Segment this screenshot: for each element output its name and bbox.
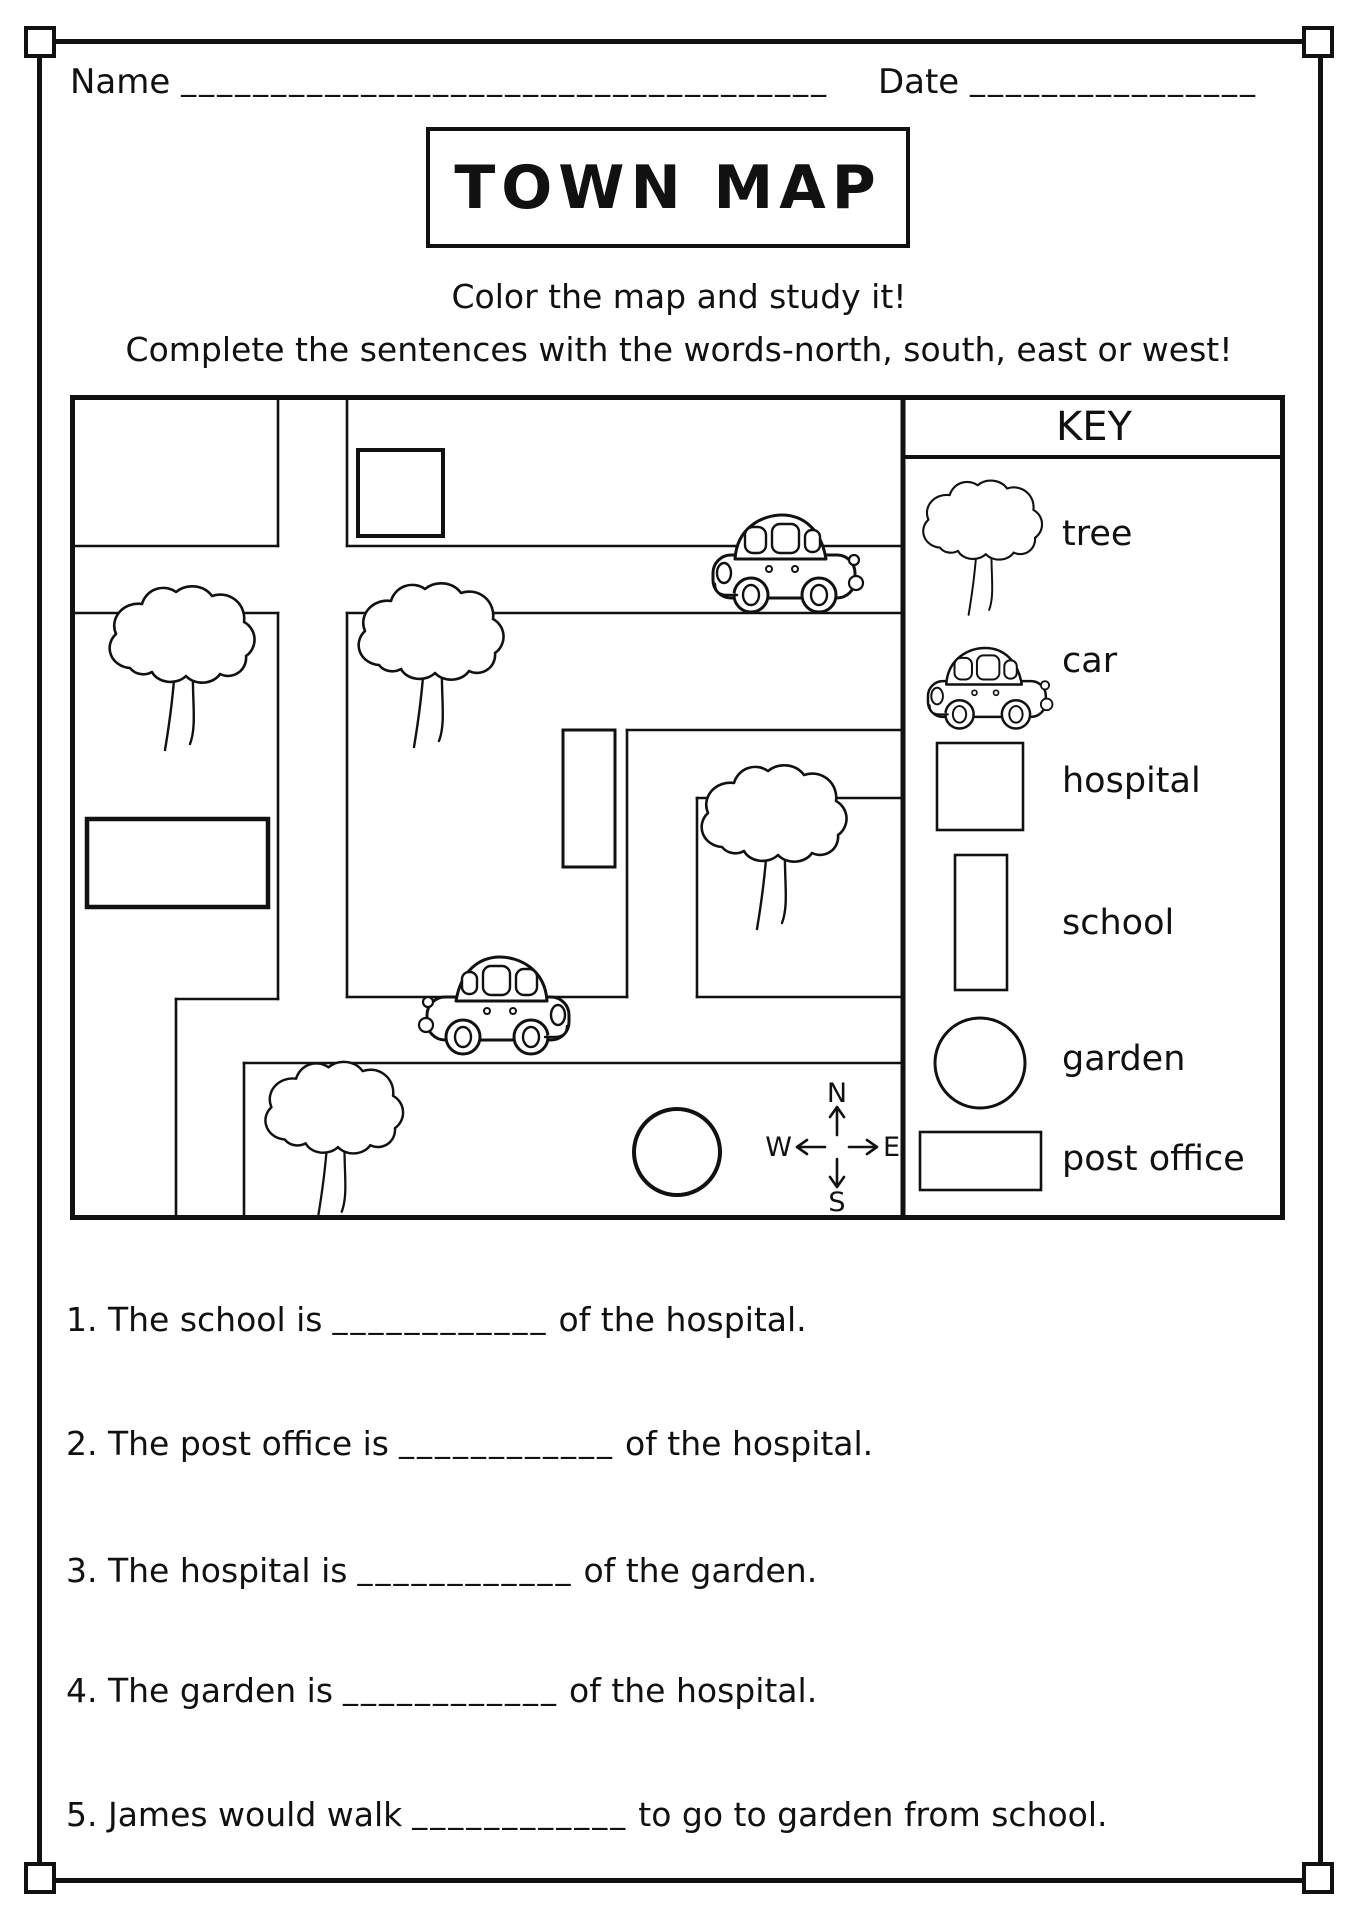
map-hospital-building [358, 450, 443, 536]
page-title: TOWN MAP [454, 152, 882, 223]
question-1-blank: ____________ [332, 1301, 549, 1336]
corner-ornament-top-left [24, 26, 56, 58]
map-school-building [563, 730, 615, 867]
compass-south-label: S [828, 1187, 846, 1218]
key-hospital-symbol [937, 743, 1023, 830]
question-1 [66, 1300, 1306, 1339]
key-tree-symbol [923, 481, 1042, 615]
question-2 [66, 1424, 1306, 1463]
question-5 [66, 1795, 1306, 1834]
instruction-line-2: Complete the sentences with the words-north, south, east or west! [125, 330, 1233, 369]
key-school-symbol [955, 855, 1007, 990]
map-tree-east [702, 765, 847, 929]
question-1-text: 1. The school is [66, 1300, 323, 1339]
compass-rose [797, 1107, 877, 1187]
key-garden-symbol [935, 1018, 1025, 1108]
key-car-label: car [1062, 641, 1118, 681]
key-title: KEY [1056, 404, 1132, 450]
question-5-blank: ____________ [412, 1796, 629, 1831]
map-key-panel [903, 397, 1283, 1218]
instruction-line-1: Color the map and study it! [451, 277, 907, 316]
question-3-text: 3. The hospital is [66, 1551, 348, 1590]
question-5-tail: to go to garden from school. [638, 1795, 1108, 1834]
compass-east-label: E [883, 1132, 901, 1163]
map-post-office-building [87, 819, 268, 907]
map-garden [634, 1109, 720, 1195]
map-tree-south [265, 1062, 403, 1218]
title-box [426, 127, 910, 248]
key-tree-label: tree [1062, 514, 1133, 554]
map-car-south [419, 957, 569, 1054]
question-3-tail: of the garden. [583, 1551, 818, 1590]
question-3-blank: ____________ [357, 1552, 574, 1587]
name-blank-line: ____________________________________ [181, 63, 830, 98]
question-1-tail: of the hospital. [558, 1300, 807, 1339]
date-label: Date [877, 62, 960, 102]
question-4-text: 4. The garden is [66, 1671, 334, 1710]
question-2-tail: of the hospital. [625, 1424, 874, 1463]
question-3 [66, 1551, 1306, 1590]
question-5-text: 5. James would walk [66, 1795, 403, 1834]
key-post-office-label: post office [1062, 1139, 1245, 1179]
town-map-figure [70, 395, 1285, 1220]
map-car-north [713, 515, 863, 612]
question-4-tail: of the hospital. [569, 1671, 818, 1710]
corner-ornament-bottom-left [24, 1862, 56, 1894]
key-hospital-label: hospital [1062, 761, 1201, 801]
key-post-office-symbol [920, 1132, 1041, 1190]
corner-ornament-bottom-right [1302, 1862, 1334, 1894]
question-4-blank: ____________ [343, 1672, 560, 1707]
date-blank-line: ________________ [970, 63, 1259, 98]
question-4 [66, 1671, 1306, 1710]
compass-west-label: W [765, 1132, 792, 1163]
compass-north-label: N [826, 1078, 848, 1109]
key-car-symbol [928, 648, 1053, 729]
header-row [70, 62, 1290, 102]
map-tree-northwest [110, 586, 255, 750]
question-2-blank: ____________ [399, 1425, 615, 1460]
name-label: Name [70, 62, 171, 102]
map-tree-center [359, 583, 504, 747]
corner-ornament-top-right [1302, 26, 1334, 58]
question-2-text: 2. The post office is [66, 1424, 389, 1463]
key-school-label: school [1062, 903, 1175, 943]
key-garden-label: garden [1062, 1039, 1186, 1079]
